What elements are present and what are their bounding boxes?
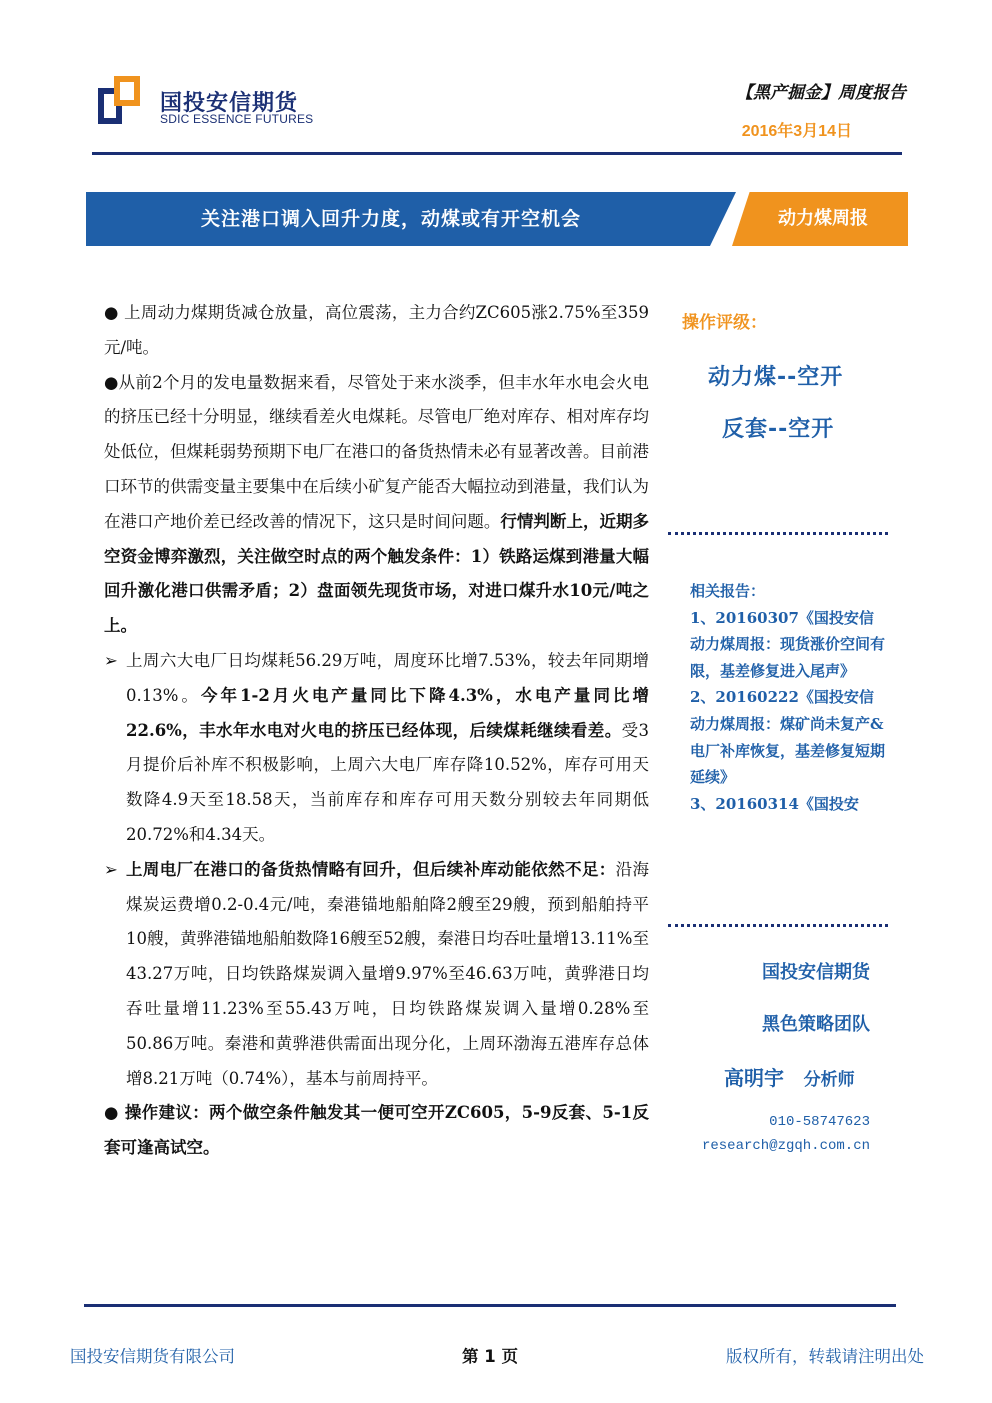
paragraph-ports: ➢ 上周电厂在港口的备货热情略有回升，但后续补库动能依然不足：沿海煤炭运费增0.2-0.4元/吨，秦港锚地船舶降2艘至29艘，预到船舶持平10艘，黄骅港锚地船舶数降16艘至52艘，秦港日均吞吐量增13.11%至43.27万吨，日均铁路煤炭调入量增9.97%至46.63万吨，黄骅港日均吞吐量增11.23%至55.43万吨，日均铁路煤炭调入量增0.28%至50.86万吨。秦港和黄骅港供需面出现分化，上周环渤海五港库存总体增8.21万吨（0.74%），基本与前周持平。: [104, 853, 649, 1097]
related-report-item[interactable]: 1、20160307《国投安信动力煤周报：现货涨价空间有限，基差修复进入尾声》: [690, 608, 886, 680]
analyst: [724, 1062, 855, 1091]
rating-thermal-coal: 动力煤--空开: [708, 365, 844, 390]
paragraph-summary: ● 上周动力煤期货减仓放量，高位震荡，主力合约ZC605涨2.75%至359元/吨。: [104, 303, 649, 357]
related-report-item[interactable]: 3、20160314《国投安: [690, 794, 859, 813]
report-type: 【黑产掘金】周度报告: [736, 83, 906, 103]
related-report-item[interactable]: 2、20160222《国投安信动力煤周报：煤矿尚未复产&电厂补库恢复，基差修复短期延续》: [690, 688, 886, 787]
analyst-name: 高明宇: [724, 1066, 784, 1090]
related-reports-title: 相关报告：: [690, 582, 766, 600]
sidebar-divider: [668, 532, 888, 535]
contact-email[interactable]: research@zgqh.com.cn: [701, 1138, 870, 1154]
paragraph-recommendation: ● 操作建议：两个做空条件触发其一便可空开ZC605，5-9反套、5-1反套可逢高试空。: [104, 1103, 649, 1158]
contact-company: 国投安信期货: [762, 962, 870, 983]
logo-company-name-en: SDIC ESSENCE FUTURES: [160, 112, 314, 126]
footer-copyright: 版权所有，转载请注明出处: [726, 1347, 924, 1366]
rating-label: 操作评级：: [682, 313, 767, 333]
paragraph-power-plants: ➢ 上周六大电厂日均煤耗56.29万吨，周度环比增7.53%，较去年同期增0.13%。今年1-2月火电产量同比下降4.3%，水电产量同比增22.6%，丰水年水电对火电的挤压已经体现，后续煤耗继续看差。受3月提价后补库不积极影响，上周六大电厂库存降10.52%，库存可用天数降4.9天至18.58天，当前库存和库存可用天数分别较去年同期低20.72%和4.34天。: [104, 644, 649, 853]
logo-company-name: 国投安信期货: [160, 91, 299, 116]
contact-team: 黑色策略团队: [762, 1014, 870, 1035]
arrow-bullet-icon: ➢: [104, 650, 118, 670]
report-date: 2016年3月14日: [741, 123, 852, 140]
category-tag-label: 动力煤周报: [778, 208, 868, 229]
header-divider: [92, 152, 902, 155]
footer-page-number: 第 1 页: [462, 1347, 518, 1366]
report-title: 关注港口调入回升力度，动煤或有开空机会: [200, 208, 581, 230]
arrow-bullet-icon: ➢: [104, 859, 118, 879]
footer-company: 国投安信期货有限公司: [70, 1347, 235, 1366]
logo-icon: [98, 76, 140, 124]
contact-phone: 010-58747623: [769, 1114, 870, 1130]
report-body: [104, 296, 649, 1166]
paragraph-analysis: ●从前2个月的发电量数据来看，尽管处于来水淡季，但丰水年水电会火电的挤压已经十分明显，继续看差火电煤耗。尽管电厂绝对库存、相对库存均处低位，但煤耗弱势预期下电厂在港口的备货热情未必有显著改善。目前港口环节的供需变量主要集中在后续小矿复产能否大幅拉动到港量，我们认为在港口产地价差已经改善的情况下，这只是时间问题。行情判断上，近期多空资金博弈激烈，关注做空时点的两个触发条件：1）铁路运煤到港量大幅回升激化港口供需矛盾；2）盘面领先现货市场，对进口煤升水10元/吨之上。: [104, 372, 649, 636]
rating-reverse-spread: 反套--空开: [722, 417, 835, 442]
sidebar-divider: [668, 924, 888, 927]
related-reports: [690, 578, 885, 817]
analyst-title: 分析师: [803, 1070, 855, 1090]
footer-divider: [84, 1304, 896, 1307]
